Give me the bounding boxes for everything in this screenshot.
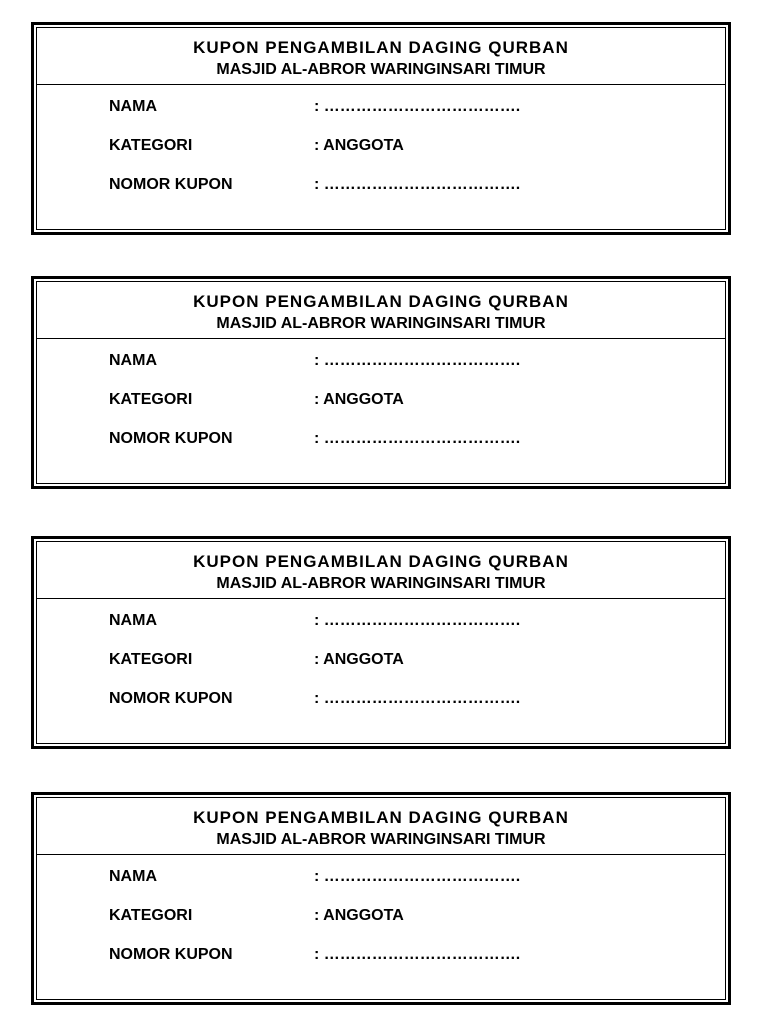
- field-value: : ……………………………….: [314, 176, 521, 193]
- field-label: NOMOR KUPON: [109, 690, 233, 707]
- field-row-nomor-kupon: [109, 944, 705, 966]
- coupon-title: KUPON PENGAMBILAN DAGING QURBAN: [193, 552, 569, 571]
- field-label: NAMA: [109, 352, 157, 369]
- coupon-header: [37, 28, 725, 85]
- field-label: NAMA: [109, 868, 157, 885]
- coupon-card: [31, 536, 731, 749]
- coupon-inner-frame: [36, 27, 726, 230]
- field-label: KATEGORI: [109, 391, 193, 408]
- coupon-title: KUPON PENGAMBILAN DAGING QURBAN: [193, 38, 569, 57]
- coupon-card: [31, 792, 731, 1005]
- coupon-header: [37, 798, 725, 855]
- coupon-title: KUPON PENGAMBILAN DAGING QURBAN: [193, 292, 569, 311]
- coupon-inner-frame: [36, 797, 726, 1000]
- field-value: : ……………………………….: [314, 430, 521, 447]
- field-row-kategori: [109, 649, 705, 671]
- coupon-card: [31, 276, 731, 489]
- field-label: NAMA: [109, 612, 157, 629]
- field-row-kategori: [109, 389, 705, 411]
- field-row-nama: [109, 96, 705, 118]
- field-row-nomor-kupon: [109, 428, 705, 450]
- coupon-subtitle: MASJID AL-ABROR WARINGINSARI TIMUR: [216, 831, 546, 848]
- coupon-title: KUPON PENGAMBILAN DAGING QURBAN: [193, 808, 569, 827]
- field-value: : ANGGOTA: [314, 907, 404, 924]
- field-label: NOMOR KUPON: [109, 430, 233, 447]
- field-value: : ……………………………….: [314, 612, 521, 629]
- field-row-kategori: [109, 135, 705, 157]
- coupon-subtitle: MASJID AL-ABROR WARINGINSARI TIMUR: [216, 61, 546, 78]
- field-label: KATEGORI: [109, 137, 193, 154]
- field-value: : ……………………………….: [314, 868, 521, 885]
- field-label: NOMOR KUPON: [109, 946, 233, 963]
- field-row-nomor-kupon: [109, 688, 705, 710]
- field-label: NOMOR KUPON: [109, 176, 233, 193]
- coupon-inner-frame: [36, 541, 726, 744]
- field-row-nomor-kupon: [109, 174, 705, 196]
- field-label: KATEGORI: [109, 651, 193, 668]
- field-value: : ……………………………….: [314, 946, 521, 963]
- coupon-header: [37, 282, 725, 339]
- field-value: : ……………………………….: [314, 690, 521, 707]
- field-row-nama: [109, 866, 705, 888]
- field-label: NAMA: [109, 98, 157, 115]
- coupon-header: [37, 542, 725, 599]
- field-value: : ANGGOTA: [314, 137, 404, 154]
- field-value: : ANGGOTA: [314, 391, 404, 408]
- field-row-nama: [109, 610, 705, 632]
- field-row-kategori: [109, 905, 705, 927]
- coupon-card: [31, 22, 731, 235]
- coupon-subtitle: MASJID AL-ABROR WARINGINSARI TIMUR: [216, 575, 546, 592]
- coupon-inner-frame: [36, 281, 726, 484]
- field-value: : ……………………………….: [314, 352, 521, 369]
- field-label: KATEGORI: [109, 907, 193, 924]
- field-value: : ……………………………….: [314, 98, 521, 115]
- field-value: : ANGGOTA: [314, 651, 404, 668]
- field-row-nama: [109, 350, 705, 372]
- coupon-subtitle: MASJID AL-ABROR WARINGINSARI TIMUR: [216, 315, 546, 332]
